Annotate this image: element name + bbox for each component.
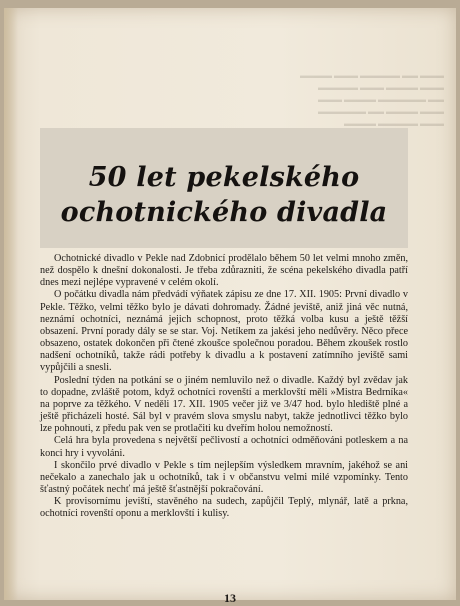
title-line-2: ochotnického divadla [60, 197, 388, 228]
bleed-through-text: ▬▬▬▬ ▬▬▬ ▬▬▬▬▬ ▬▬ ▬▬▬ ▬▬▬▬▬ ▬▬▬ ▬▬▬▬ ▬▬▬ ▬▬▬ ▬▬▬▬ ▬▬▬▬▬▬ ▬▬ ▬▬▬▬▬▬ ▬▬ ▬▬▬▬ ▬▬▬ ▬▬▬▬ ▬▬▬▬▬ ▬▬▬ [300, 71, 444, 128]
paragraph: Celá hra byla provedena s největší pečlivostí a ochotníci odměňováni potleskem a na konci hry i vyvoláni. [40, 435, 408, 459]
page-number: 13 [224, 591, 236, 605]
article-title [40, 160, 408, 230]
paragraph: I skončilo prvé divadlo v Pekle s tím nejlepším výsledkem mravním, jakéhož se ani nečekalo a zanechalo jak u ochotníků, tak i v občanstvu velmi milé vzpomínky. Tento šťastný počátek nechť má ještě šťastnější pokračování. [40, 459, 408, 495]
article-body [40, 253, 408, 520]
paragraph: O počátku divadla nám předvádí výňatek zápisu ze dne 17. XII. 1905: První divadlo v Pekle. Těžko, velmi těžko bylo je dávati dohromady. Žádné jeviště, aniž jiná věc nutná, neznámí ochotníci, neznámá jejich schopnost, proto těžká volba kusu a ještě těžší obsazení. První porady dály se se star. Voj. Netíkem za jakési jeho nedůvěry. Něco přece obsazeno, ostatek dokončen při čtené zkoušce společnou poradou. Během zkoušek rostlo nadšení ochotníků, takže rádi potřeby k divadlu a k postavení zatímního jeviště sami vypůjčili a snesli. [40, 289, 408, 374]
paragraph: K provisornímu jeviští, stavěného na sudech, zapůjčil Teplý, mlynář, latě a prkna, ochotníci rovenští oponu a merklovští i kulisy. [40, 496, 408, 520]
paragraph: Ochotnické divadlo v Pekle nad Zdobnicí prodělalo během 50 let velmi mnoho změn, než dospělo k dnešní dokonalosti. Je třeba zdůrazniti, že scéna pekelského divadla patří dnes mezi nejlépe vypravené v celém okolí. [40, 253, 408, 289]
paragraph: Poslední týden na potkání se o jiném nemluvilo než o divadle. Každý byl zvědav jak to dopadne, zvláště potom, když ochotníci rovenští a merklovští měli »Mistra Bedrníka« na poprve za těžkého. V neděli 17. XII. 1905 večer již ve 3/47 hod. bylo hlediště plné a ještě přicházeli hosté. Sál byl v pravém slova smyslu nabyt, takže jednotlivci těžko bylo lze pohnouti, z předu pak ven se protlačiti ku dveřím holou nemožností. [40, 374, 408, 435]
page-spine-shadow [4, 8, 18, 600]
title-line-1: 50 let pekelského [88, 162, 360, 193]
